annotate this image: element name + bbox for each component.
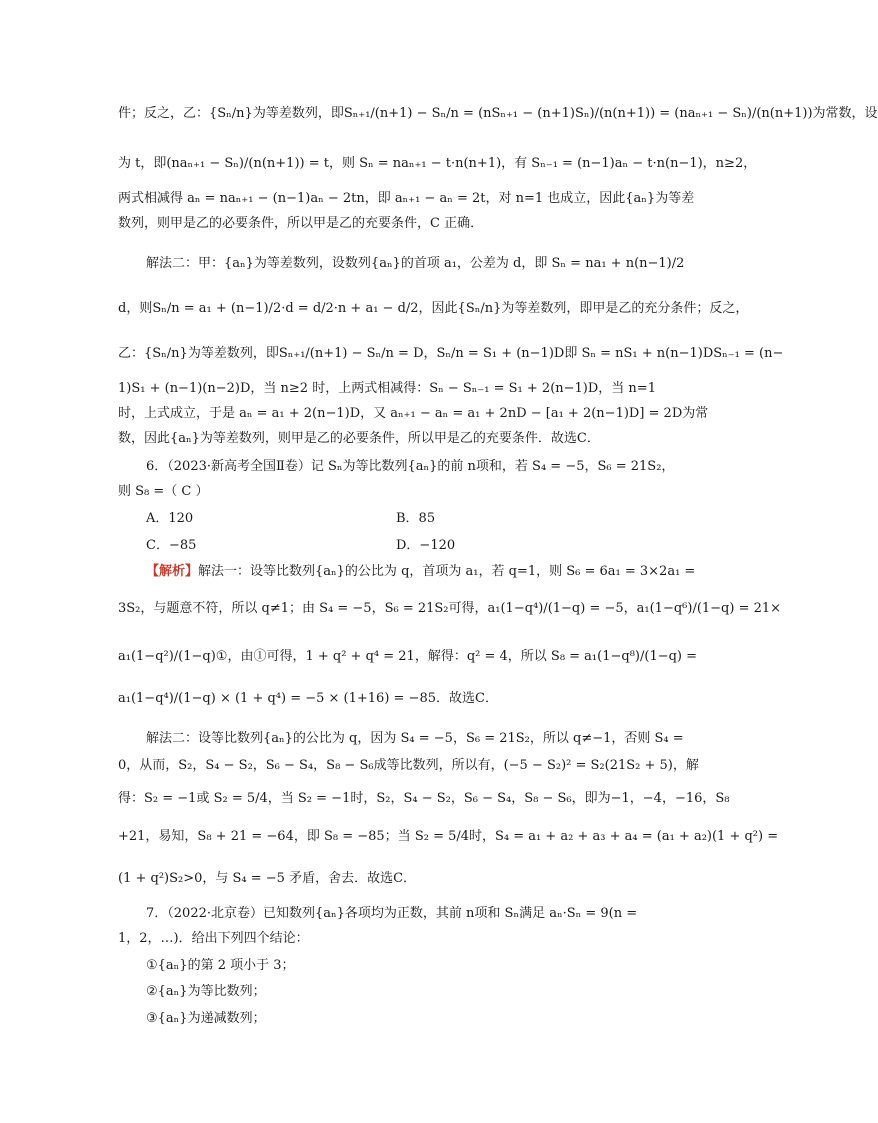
text-line: 则 S₈ =（ C ） — [118, 484, 209, 499]
text-line: 数列，则甲是乙的必要条件，所以甲是乙的充要条件，C 正确． — [118, 216, 484, 231]
text-line: 6．（2023·新高考全国Ⅱ卷）记 Sₙ为等比数列{aₙ}的前 n项和，若 S₄ = −5，S₆ = 21S₂， — [146, 459, 675, 474]
text-line: ③{aₙ}为递减数列； — [146, 1011, 266, 1026]
text-line: 解法二：甲：{aₙ}为等差数列，设数列{aₙ}的首项 a₁，公差为 d，即 Sₙ = na₁ + n(n−1)/2 — [146, 256, 685, 271]
text-line: 解法二：设等比数列{aₙ}的公比为 q，因为 S₄ = −5，S₆ = 21S₂，所以 q≠−1，否则 S₄ = — [146, 731, 684, 746]
analysis-tag: 【解析】 — [146, 564, 199, 579]
text-line: (1 + q²)S₂>0，与 S₄ = −5 矛盾，舍去．故选C． — [118, 871, 417, 886]
answer-option: A．120 — [146, 511, 194, 526]
text-line: +21，易知，S₈ + 21 = −64，即 S₈ = −85；当 S₂ = 5/4时，S₄ = a₁ + a₂ + a₃ + a₄ = (a₁ + a₂)(1 + q²) = — [118, 829, 779, 844]
answer-option: B．85 — [396, 511, 436, 526]
text-line: d，则Sₙ/n = a₁ + (n−1)/2·d = d/2·n + a₁ − d/2，因此{Sₙ/n}为等差数列，即甲是乙的充分条件；反之， — [118, 301, 749, 316]
text-line: 两式相减得 aₙ = naₙ₊₁ − (n−1)aₙ − 2tn，即 aₙ₊₁ − aₙ = 2t，对 n=1 也成立，因此{aₙ}为等差 — [118, 191, 695, 206]
text-line: ②{aₙ}为等比数列； — [146, 984, 266, 999]
text-line: 1)S₁ + (n−1)(n−2)D，当 n≥2 时，上两式相减得：Sₙ − Sₙ₋₁ = S₁ + 2(n−1)D，当 n=1 — [118, 381, 656, 396]
text-line: 为 t，即(naₙ₊₁ − Sₙ)/(n(n+1)) = t，则 Sₙ = naₙ₊₁ − t·n(n+1)，有 Sₙ₋₁ = (n−1)aₙ − t·n(n−1)，n≥2， — [118, 156, 757, 171]
text-line: 3S₂，与题意不符，所以 q≠1；由 S₄ = −5，S₆ = 21S₂可得，a₁(1−q⁴)/(1−q) = −5，a₁(1−q⁶)/(1−q) = 21× — [118, 601, 782, 616]
text-line: 得：S₂ = −1或 S₂ = 5/4，当 S₂ = −1时，S₂，S₄ − S₂，S₆ − S₄，S₈ − S₆，即为−1，−4，−16，S₈ — [118, 791, 730, 806]
text-line: 1，2，…)．给出下列四个结论： — [118, 931, 309, 946]
text-line: 数，因此{aₙ}为等差数列，则甲是乙的必要条件，所以甲是乙的充要条件．故选C． — [118, 431, 600, 446]
text-line: 0，从而，S₂，S₄ − S₂，S₆ − S₄，S₈ − S₆成等比数列，所以有，(−5 − S₂)² = S₂(21S₂ + 5)，解 — [118, 758, 699, 773]
text-line: 7．（2022·北京卷）已知数列{aₙ}各项均为正数，其前 n项和 Sₙ满足 aₙ·Sₙ = 9(n = — [146, 906, 638, 921]
text-line: 乙：{Sₙ/n}为等差数列，即Sₙ₊₁/(n+1) − Sₙ/n = D，Sₙ/n = S₁ + (n−1)D即 Sₙ = nS₁ + n(n−1)DSₙ₋₁ = (n− — [118, 346, 784, 361]
text-line: 【解析】解法一：设等比数列{aₙ}的公比为 q，首项为 a₁，若 q=1，则 S₆ = 6a₁ = 3×2a₁ = — [146, 564, 696, 579]
text-line: 件；反之，乙：{Sₙ/n}为等差数列，即Sₙ₊₁/(n+1) − Sₙ/n = (nSₙ₊₁ − (n+1)Sₙ)/(n(n+1)) = (naₙ₊₁ − Sₙ)/(n(n+1))为常数，设 — [118, 106, 878, 121]
answer-option: C．−85 — [146, 538, 197, 553]
answer-option: D．−120 — [396, 538, 456, 553]
text-line: a₁(1−q²)/(1−q)①，由①可得，1 + q² + q⁴ = 21，解得：q² = 4，所以 S₈ = a₁(1−q⁸)/(1−q) = — [118, 649, 698, 664]
text-line: ①{aₙ}的第 2 项小于 3； — [146, 958, 295, 973]
text-line: 时，上式成立，于是 aₙ = a₁ + 2(n−1)D，又 aₙ₊₁ − aₙ = a₁ + 2nD − [a₁ + 2(n−1)D] = 2D为常 — [118, 406, 709, 421]
text-line: a₁(1−q⁴)/(1−q) × (1 + q⁴) = −5 × (1+16) = −85．故选C． — [118, 691, 498, 706]
